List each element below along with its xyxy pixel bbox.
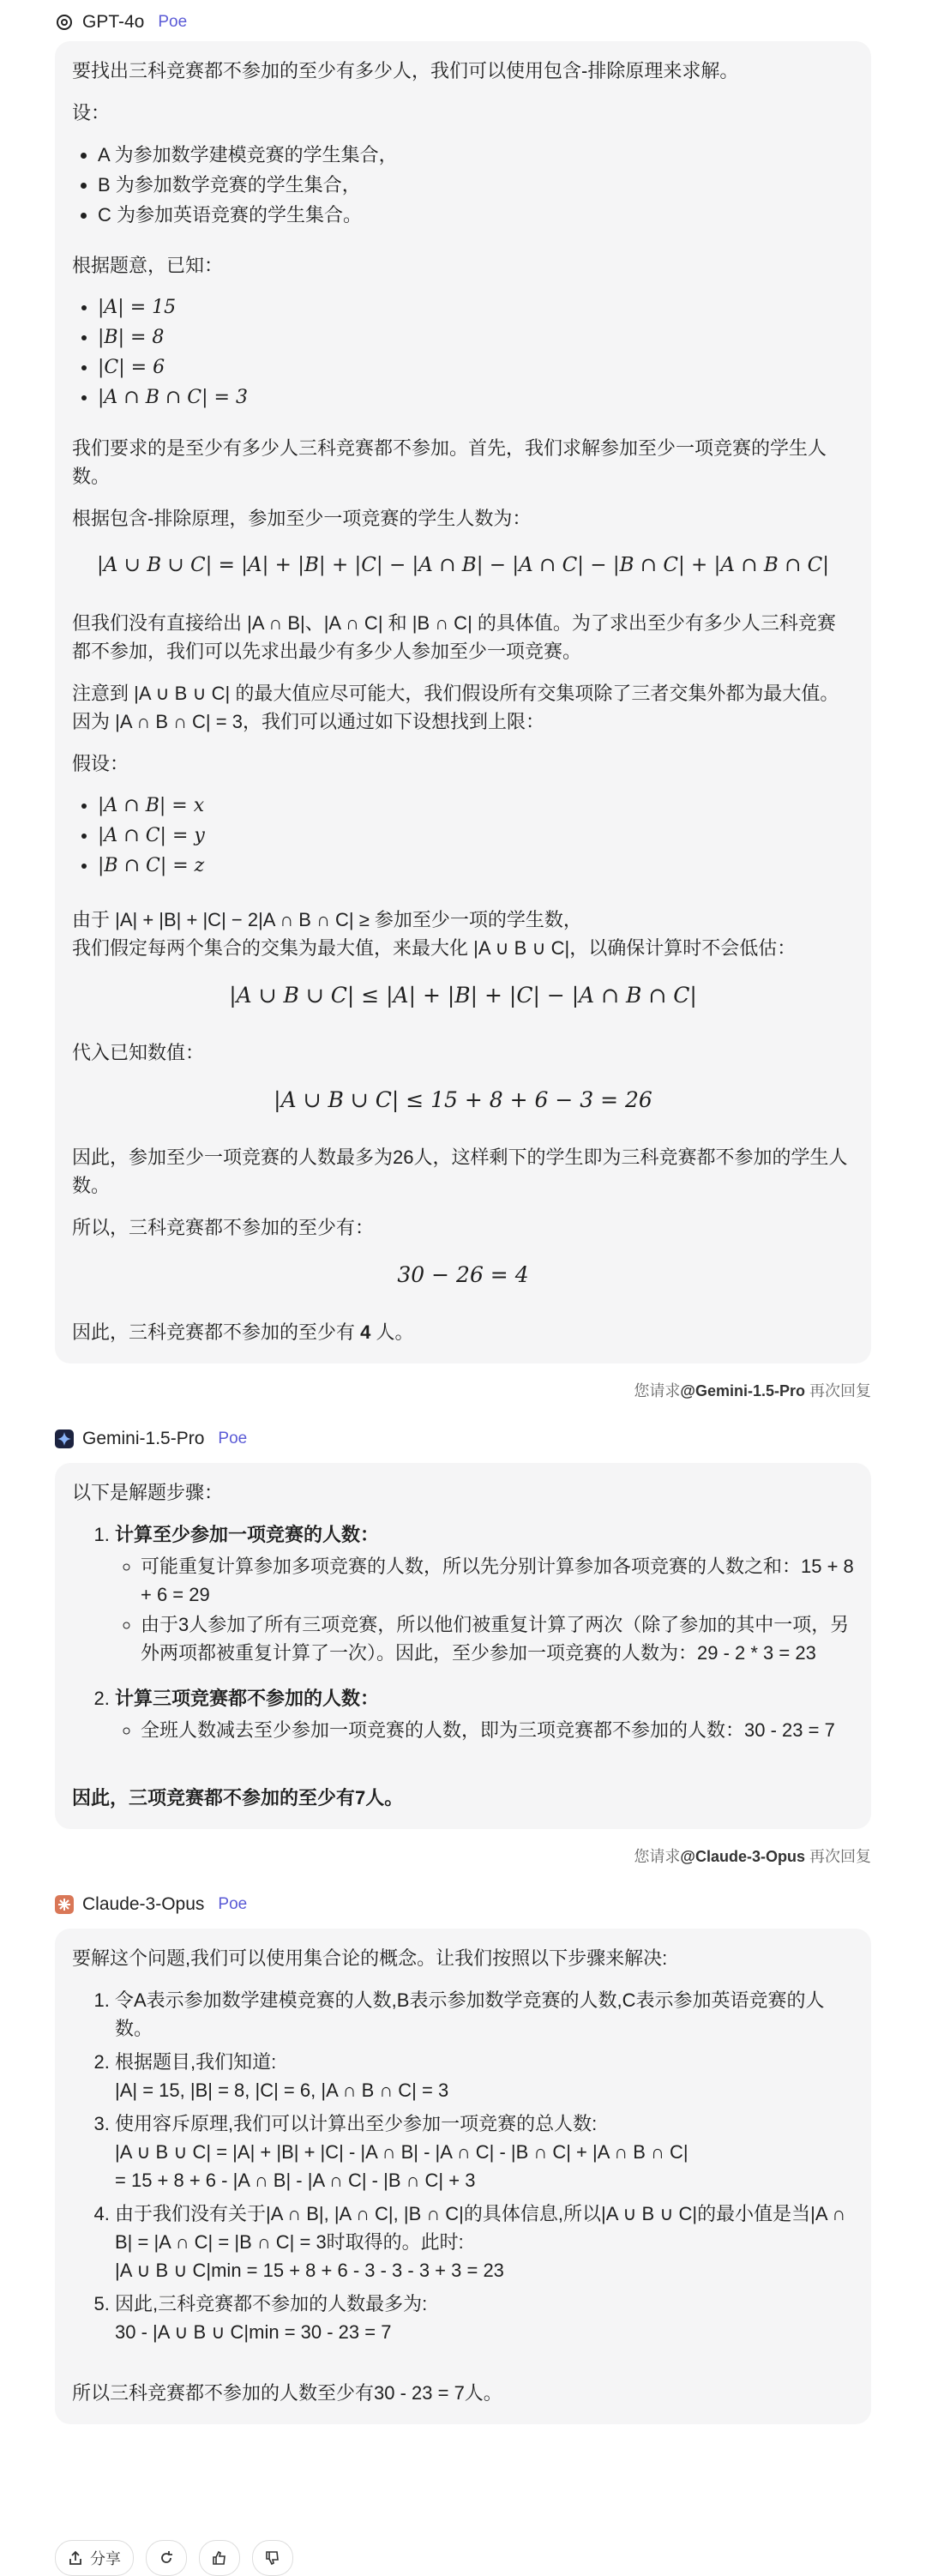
conclusion: [72, 1318, 854, 1346]
step-item: [115, 2048, 854, 2104]
step-line: = 15 + 8 + 6 - |A ∩ B| - |A ∩ C| - |B ∩ C| + 3: [115, 2170, 476, 2191]
list-item: • |C| = 6: [98, 353, 854, 382]
retry-button[interactable]: [146, 2540, 187, 2576]
conclusion: 所以三科竞赛都不参加的人数至少有30 - 23 = 7人。: [72, 2382, 502, 2404]
formula: |A ∪ B ∪ C| ≤ 15 + 8 + 6 − 3 = 26: [274, 1087, 652, 1112]
steps-list: [72, 1520, 854, 1744]
conclusion-text: 因此，三科竞赛都不参加的至少有: [72, 1321, 361, 1343]
step-line: |A| = 15, |B| = 8, |C| = 6, |A ∩ B ∩ C| = 3: [115, 2079, 449, 2101]
step-item: [115, 2200, 854, 2284]
message-actions: [55, 2540, 293, 2576]
step-item: [115, 2110, 854, 2194]
step-item: 1. 令A表示参加数学建模竞赛的人数,B表示参加数学竞赛的人数,C表示参加英语竞赛的人数。: [115, 1986, 854, 2043]
step-title: 计算三项竞赛都不参加的人数：: [115, 1688, 380, 1709]
paragraph: 但我们没有直接给出 |A ∩ B|、|A ∩ C| 和 |B ∩ C| 的具体值。为了求出至少有多少人三科竞赛都不参加，我们可以先求出最少有多少人参加至少一项竞赛。: [72, 612, 836, 662]
thumbs-up-icon: [212, 2550, 227, 2566]
list-item: • C 为参加英语竞赛的学生集合。: [98, 201, 854, 229]
steps-list: [72, 1986, 854, 2346]
claude-message: [55, 1929, 871, 2424]
gpt-header: [55, 3, 926, 41]
thumbs-down-icon: [265, 2550, 280, 2566]
step-line: 由于我们没有关于|A ∩ B|, |A ∩ C|, |B ∩ C|的具体信息,所以|A ∪ B ∪ C|的最小值是当|A ∩ B| = |A ∩ C| = |B ∩ C| = 3时取得的。此时:: [115, 2203, 846, 2253]
poe-tag[interactable]: Poe: [218, 1429, 248, 1447]
step-line: |A ∪ B ∪ C|min = 15 + 8 + 6 - 3 - 3 - 3 + 3 = 23: [115, 2260, 504, 2281]
openai-logo-icon: [55, 13, 74, 32]
formula: 30 − 26 = 4: [397, 1262, 529, 1287]
gpt-message: [55, 41, 871, 1363]
step-line: 使用容斥原理,我们可以计算出至少参加一项竞赛的总人数:: [115, 2113, 598, 2134]
paragraph: 所以，三科竞赛都不参加的至少有：: [72, 1217, 375, 1238]
assume-list: [72, 791, 854, 880]
assume-label: 假设：: [72, 753, 129, 774]
paragraph: [72, 906, 854, 962]
reply-prefix: 您请求: [634, 1848, 681, 1865]
reply-bot[interactable]: @Gemini-1.5-Pro: [680, 1382, 805, 1399]
poe-tag[interactable]: Poe: [158, 13, 188, 31]
formula: |A ∪ B ∪ C| = |A| + |B| + |C| − |A ∩ B| − |A ∩ C| − |B ∩ C| + |A ∩ B ∩ C|: [96, 554, 830, 576]
step-item: [115, 1684, 854, 1744]
list-item: ◦ 由于3人参加了所有三项竞赛，所以他们被重复计算了两次（除了参加的其中一项，另外两项都被重复计算了一次）。因此，至少参加一项竞赛的人数为：29 - 2 * 3 = 23: [141, 1610, 854, 1667]
bot-name[interactable]: Gemini-1.5-Pro: [82, 1429, 205, 1448]
step-line: 因此,三科竞赛都不参加的人数最多为:: [115, 2293, 428, 2314]
share-button[interactable]: [55, 2540, 134, 2576]
refresh-icon: [159, 2550, 174, 2566]
reply-bot[interactable]: @Claude-3-Opus: [680, 1848, 805, 1865]
reply-suffix: 再次回复: [804, 1382, 871, 1399]
list-item: • |A ∩ B ∩ C| = 3: [98, 383, 854, 412]
reply-request-claude[interactable]: [0, 1845, 871, 1867]
share-label: 分享: [90, 2550, 121, 2567]
bot-name[interactable]: GPT-4o: [82, 12, 145, 32]
list-item: • A 为参加数学建模竞赛的学生集合，: [98, 141, 854, 169]
paragraph: 代入已知数值：: [72, 1042, 205, 1063]
known-label: 根据题意，已知：: [72, 255, 224, 276]
formula: |A ∪ B ∪ C| ≤ |A| + |B| + |C| − |A ∩ B ∩ C|: [229, 983, 697, 1008]
thumbs-down-button[interactable]: [252, 2540, 293, 2576]
paragraph: 根据包含-排除原理，参加至少一项竞赛的学生人数为：: [72, 508, 532, 529]
paragraph: 我们要求的是至少有多少人三科竞赛都不参加。首先，我们求解参加至少一项竞赛的学生人数。: [72, 437, 827, 487]
known-list: [72, 293, 854, 412]
intro-text: 以下是解题步骤：: [72, 1482, 224, 1503]
thumbs-up-button[interactable]: [199, 2540, 240, 2576]
conclusion: 因此，三项竞赛都不参加的至少有7人。: [72, 1787, 404, 1809]
paragraph: 因此，参加至少一项竞赛的人数最多为26人，这样剩下的学生即为三科竞赛都不参加的学生人数。: [72, 1147, 848, 1196]
share-icon: [68, 2550, 83, 2566]
reply-suffix: 再次回复: [804, 1848, 871, 1865]
list-item: • |A| = 15: [98, 293, 854, 322]
list-item: • |B| = 8: [98, 323, 854, 352]
gemini-message: [55, 1463, 871, 1829]
poe-tag[interactable]: Poe: [218, 1895, 248, 1913]
paragraph: 注意到 |A ∪ B ∪ C| 的最大值应尽可能大，我们假设所有交集项除了三者交集外都为最大值。因为 |A ∩ B ∩ C| = 3，我们可以通过如下设想找到上限：: [72, 683, 839, 732]
bot-name[interactable]: Claude-3-Opus: [82, 1894, 205, 1914]
step-line: 30 - |A ∪ B ∪ C|min = 30 - 23 = 7: [115, 2321, 392, 2343]
set-list: [72, 141, 854, 229]
intro-text: 要解这个问题,我们可以使用集合论的概念。让我们按照以下步骤来解决:: [72, 1947, 668, 1969]
reply-request-gemini[interactable]: [0, 1379, 871, 1401]
set-label: 设：: [72, 102, 111, 123]
conclusion-text: 人。: [370, 1321, 414, 1343]
step-title: 计算至少参加一项竞赛的人数：: [115, 1524, 380, 1545]
claude-logo-icon: [55, 1895, 74, 1914]
list-item: • |A ∩ B| = x: [98, 791, 854, 820]
claude-header: [55, 1886, 926, 1923]
list-item: ◦ 可能重复计算参加多项竞赛的人数，所以先分别计算参加各项竞赛的人数之和：15 + 8 + 6 = 29: [141, 1552, 854, 1609]
step-item: [115, 1520, 854, 1667]
paragraph-line: 我们假定每两个集合的交集为最大值，来最大化 |A ∪ B ∪ C|，以确保计算时不会低估：: [72, 937, 797, 959]
gemini-logo-icon: [55, 1429, 74, 1448]
paragraph-line: 由于 |A| + |B| + |C| − 2|A ∩ B ∩ C| ≥ 参加至少一项的学生数，: [72, 909, 582, 930]
step-item: [115, 2290, 854, 2346]
list-item: • B 为参加数学竞赛的学生集合，: [98, 171, 854, 199]
list-item: ◦ 全班人数减去至少参加一项竞赛的人数，即为三项竞赛都不参加的人数：30 - 23 = 7: [141, 1716, 854, 1744]
list-item: • |B ∩ C| = z: [98, 852, 854, 880]
step-line: 根据题目,我们知道:: [115, 2051, 277, 2073]
reply-prefix: 您请求: [634, 1382, 681, 1399]
intro-text: 要找出三科竞赛都不参加的至少有多少人，我们可以使用包含-排除原理来求解。: [72, 60, 739, 81]
conclusion-number: 4: [360, 1321, 371, 1343]
gemini-header: [55, 1420, 926, 1458]
list-item: • |A ∩ C| = y: [98, 822, 854, 850]
step-line: |A ∪ B ∪ C| = |A| + |B| + |C| - |A ∩ B| - |A ∩ C| - |B ∩ C| + |A ∩ B ∩ C|: [115, 2141, 688, 2163]
